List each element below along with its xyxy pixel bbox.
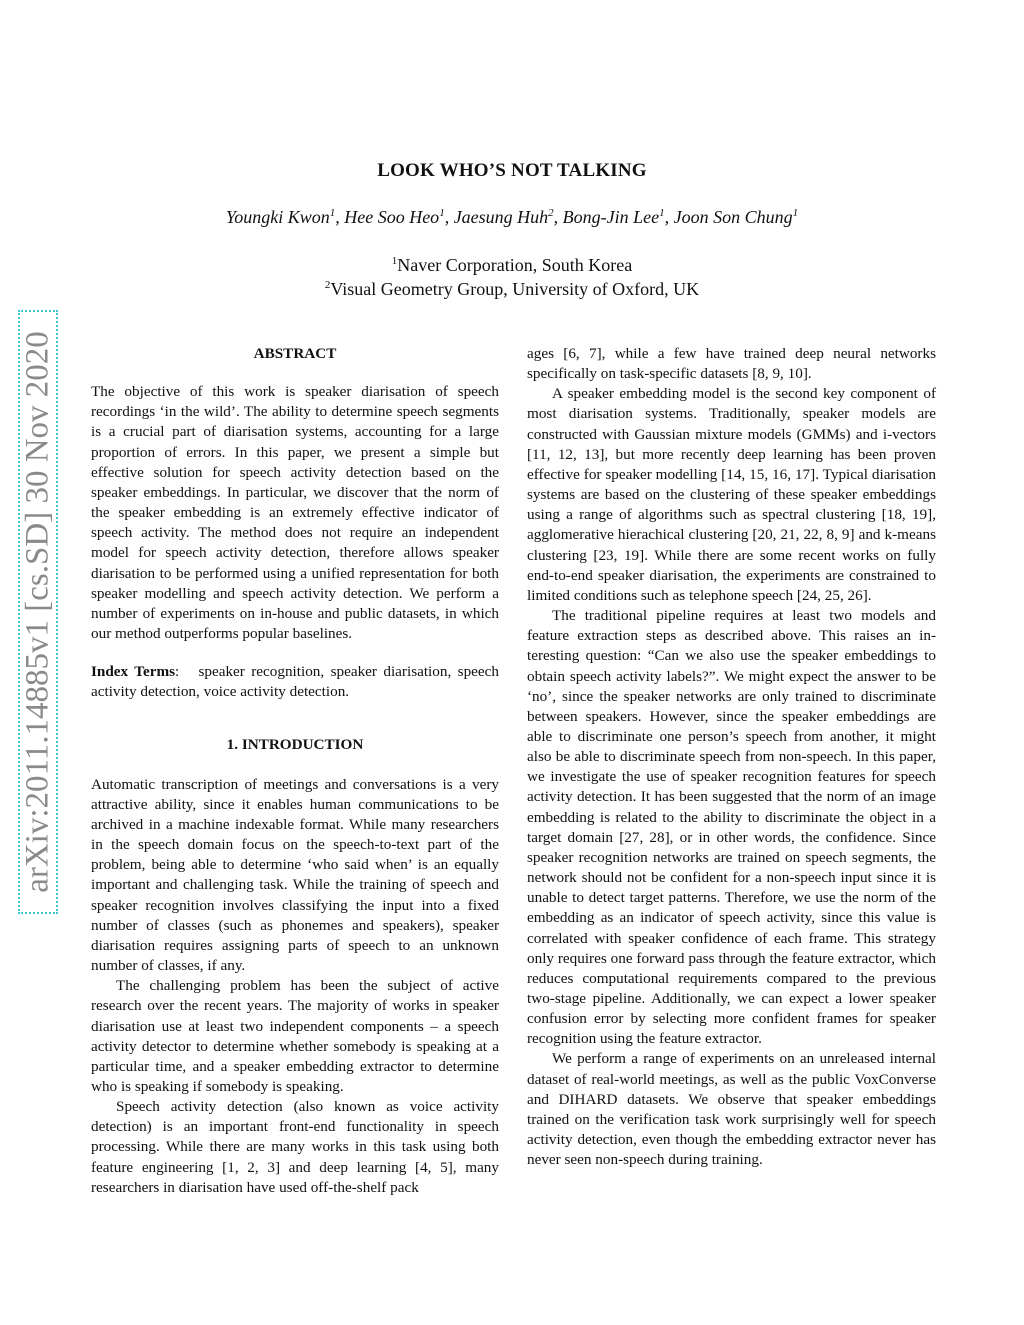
arxiv-stamp — [18, 310, 58, 914]
affiliation-mark: 1 — [329, 207, 336, 219]
affiliation-mark: 2 — [324, 279, 331, 291]
affiliation-mark: 2 — [548, 207, 554, 219]
author-name: Jaesung Huh — [453, 207, 549, 227]
paper-title: LOOK WHO’S NOT TALKING — [377, 160, 647, 181]
intro-paragraph-6: We perform a range of experiments on an unreleased internal dataset of real-world meetings, as well as the public VoxConverse and DIHARD datasets. We observe that speaker embeddings trained on the verification task work surprisingly well for speech activity detection, even though the embedding extractor never has never seen non-speech during training. — [527, 1050, 936, 1169]
intro-paragraph-1: Automatic transcription of meetings and conversations is a very attractive ability, since it enables human communications to be archived in a machine indexable format. While many researchers in the speech domain focus on the speech-to-text part of the problem, being able to determine ‘who said when’ is an equally important and challenging task. While the training of speech and speaker recognition involves classifying the input into a fixed number of classes (such as phonemes and speakers), speaker diarisation requires assigning parts of speech to an unknown number of classes, if any. — [91, 775, 499, 975]
affiliation-mark: 1 — [439, 207, 445, 219]
affiliation-mark: 1 — [792, 207, 799, 219]
arxiv-identifier: arXiv:2011.14885v1 [cs.SD] 30 Nov 2020 — [19, 331, 56, 893]
affiliation-2 — [0, 279, 1024, 300]
affiliation-1 — [0, 255, 1024, 276]
index-terms: Index Terms: speaker recognition, speaker diarisation, speech activity detection, voice activity detection. — [91, 663, 499, 701]
right-column — [527, 344, 936, 1170]
author-name: Hee Soo Heo — [344, 207, 440, 227]
index-terms-text: speaker recognition, speaker diarisation, speech activity detection, voice activity detection. — [91, 663, 499, 701]
affiliation-text: Naver Corporation, South Korea — [397, 255, 633, 275]
intro-paragraph-3-continued: ages [6, 7], while a few have trained deep neural networks specifically on task-specific datasets [8, 9, 10]. — [527, 345, 936, 383]
affiliation-text: Visual Geometry Group, University of Oxford, UK — [330, 279, 700, 299]
intro-paragraph-3: Speech activity detection (also known as voice activity detection) is an important front-end functionality in speech processing. While there are many works in this task using both feature engineering [1, 2, 3] and deep learning [4, 5], many researchers in diarisation have used off-the-shelf pack — [91, 1098, 499, 1196]
index-terms-label: Index Terms — [91, 663, 176, 681]
left-column — [91, 344, 499, 1198]
abstract-text: The objective of this work is speaker diarisation of speech recordings ‘in the wild’. The ability to determine speech segments is a crucial part of diarisation systems, accounting for a large proportion of errors. In this paper, we present a simple but effective solution for speech activity detection based on the speaker embeddings. In particular, we discover that the norm of the speaker embedding is an extremely effective indicator of speech activity. The method does not require an independent model for speech activity detection, therefore allows speaker diarisation to be performed using a unified representation for both speaker modelling and speech activity detection. We perform a number of experiments on in-house and public datasets, in which our method outperforms popular baselines. — [91, 383, 499, 643]
introduction-heading: 1. INTRODUCTION — [226, 735, 364, 753]
intro-paragraph-2: The challenging problem has been the subject of active research over the recent years. The majority of works in speaker diarisation use at least two independent components – a speech activity detector to determine whether somebody is speaking at a particular time, and a speaker embedding extractor to determine who is speaking if somebody is speaking. — [91, 977, 499, 1095]
affiliation-mark: 1 — [659, 207, 665, 219]
intro-paragraph-5: The traditional pipeline requires at least two models and feature extraction steps as described above. This raises an interesting question: “Can we also use the speaker embeddings to obtain speech activity labels?”. We might expect the answer to be ‘no’, since the speaker networks are only trained to discriminate between speakers. However, since the speaker embeddings are able to discriminate one person’s speech from another, it might also be able to discriminate speech from non-speech. In this paper, we investigate the use of speaker recognition features for speech activity detection. It has been suggested that the norm of an image embedding is related to the ability to discriminate the object in a target domain [27, 28], or in other words, the confidence. Since speaker recognition networks are trained on speech segments, the network should not be confident for a non-speech input since it is unable to detect target patterns. Therefore, we use the norm of the embedding as an indicator of speech activity, since this value is correlated with speaker confidence of each frame. This strategy only requires one forward pass through the feature extractor, which reduces computational requirements compared to the previous two-stage pipeline. Additionally, we can expect a lower speaker confusion error by selecting more confident frames for speaker recognition using the feature extractor. — [527, 607, 936, 1048]
abstract-heading: ABSTRACT — [253, 345, 337, 362]
author-name: Bong-Jin Lee — [562, 207, 660, 227]
affiliation-mark: 1 — [391, 255, 398, 267]
author-list: Youngki Kwon$^1$, Hee Soo Heo$^1$, Jaesung Huh$^2$, Bong-Jin Lee$^1$, Joon Son Chung$^1$ — [225, 207, 799, 227]
author-name: Joon Son Chung — [673, 207, 793, 227]
author-name: Youngki Kwon — [225, 207, 330, 227]
intro-paragraph-4: A speaker embedding model is the second key component of most diarisation systems. Traditionally, speaker models are constructed with Gaussian mixture models (GMMs) and i-vectors [11, 12, 13], but more recently deep learning has been proven effective for speaker modelling [14, 15, 16, 17]. Typical diarisation systems are based on the clustering of these speaker embeddings using a range of algorithms such as spectral clustering [18, 19], agglomerative hierachical clustering [20, 21, 22, 8, 9] and k-means clustering [23, 19]. While there are some recent works on fully end-to-end speaker diarisation, the experiments are constrained to limited conditions such as telephone speech [24, 25, 26]. — [527, 385, 936, 604]
